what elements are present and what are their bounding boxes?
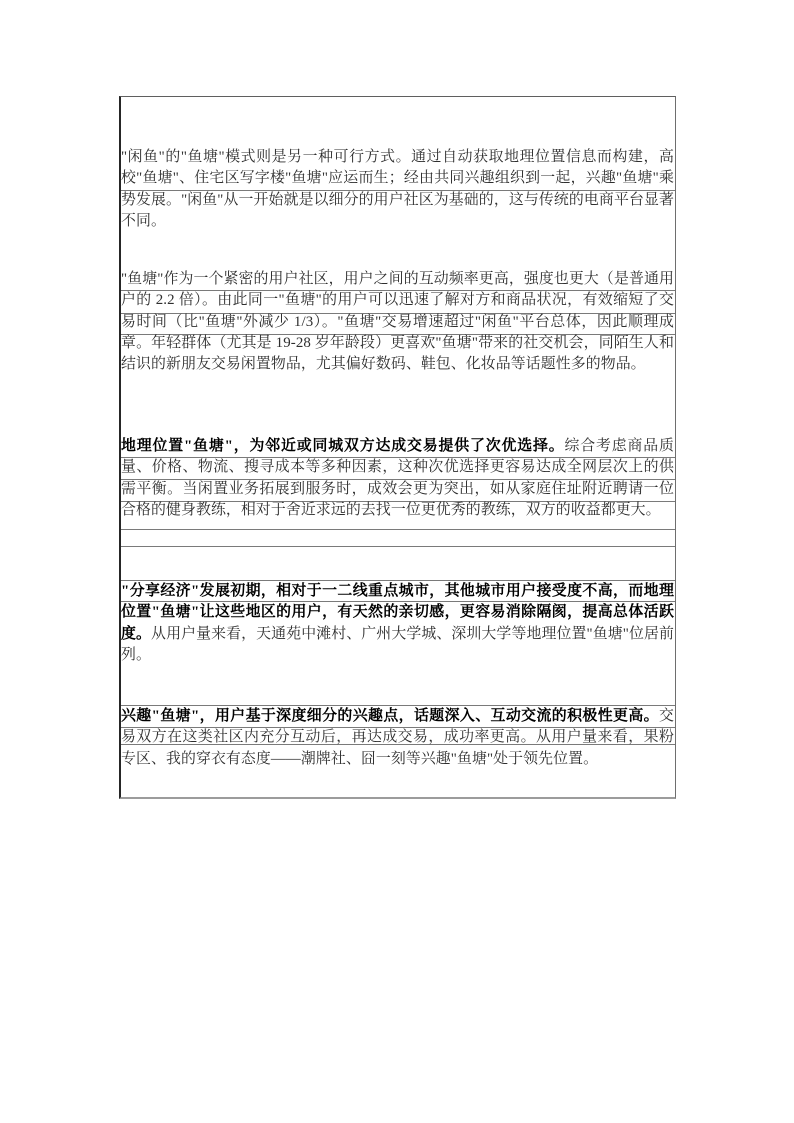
paragraph-community-interaction (121, 269, 674, 375)
paragraph-body-text: 交易双方在这类社区内充分互动后，再达成交易，成功率更高。从用户量来看，果粉专区、我的穿衣有态度——潮牌社、囧一刻等兴趣"鱼塘"处于领先位置。 (121, 708, 674, 767)
paragraph-sharing-economy (121, 581, 674, 666)
paragraph-lead-bold: 兴趣"鱼塘"，用户基于深度细分的兴趣点，话题深入、互动交流的积极性更高。 (121, 708, 659, 724)
table-row-divider (121, 529, 675, 530)
paragraph-body-text: "鱼塘"作为一个紧密的用户社区，用户之间的互动频率更高，强度也更大（是普通用户的 2.2 倍）。由此同一"鱼塘"的用户可以迅速了解对方和商品状况，有效缩短了交易时间（比"鱼塘"外减少 1/3）。"鱼塘"交易增速超过"闲鱼"平台总体，因此顺理成章。年轻群体（尤其是 19-28 岁年龄段）更喜欢"鱼塘"带来的社交机会，同陌生人和结识的新朋友交易闲置物品，尤其偏好数码、鞋包、化妆品等话题性多的物品。 (121, 271, 674, 373)
paragraph-xianyu-model (121, 147, 674, 232)
paragraph-body-text: 从用户量来看，天通苑中滩村、广州大学城、深圳大学等地理位置"鱼塘"位居前列。 (121, 625, 675, 663)
paragraph-lead-bold: 地理位置"鱼塘"，为邻近或同城双方达成交易提供了次优选择。 (121, 438, 565, 454)
paragraph-interest-pond (121, 706, 674, 770)
table-row-divider (121, 546, 675, 547)
paragraph-body-text: "闲鱼"的"鱼塘"模式则是另一种可行方式。通过自动获取地理位置信息而构建，高校"鱼塘"、住宅区写字楼"鱼塘"应运而生；经由共同兴趣组织到一起，兴趣"鱼塘"乘势发展。"闲鱼"从一开始就是以细分的用户社区为基础的，这与传统的电商平台显著不同。 (121, 149, 674, 229)
paragraph-body-text: 综合考虑商品质量、价格、物流、搜寻成本等多种因素，这种次优选择更容易达成全网层次上的供需平衡。当闲置业务拓展到服务时，成效会更为突出，如从家庭住址附近聘请一位合格的健身教练，相对于舍近求远的去找一位更优秀的教练，双方的收益都更大。 (121, 438, 675, 518)
paragraph-geo-pond (121, 436, 674, 521)
paragraph-lead-bold: "分享经济"发展初期，相对于一二线重点城市，其他城市用户接受度不高，而地理位置"鱼塘"让这些地区的用户，有天然的亲切感，更容易消除隔阂，提高总体活跃度。 (121, 583, 674, 642)
